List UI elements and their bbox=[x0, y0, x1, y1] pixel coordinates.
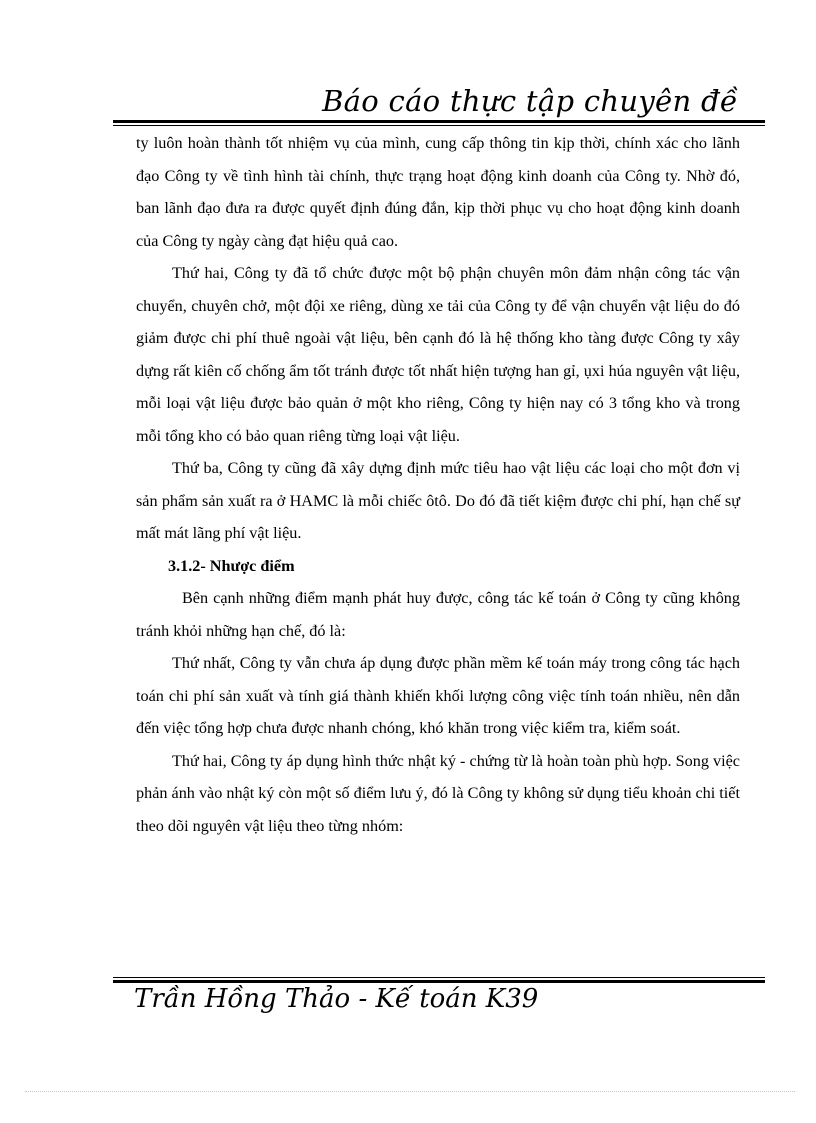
paragraph: Thứ hai, Công ty đã tổ chức được một bộ phận chuyên môn đảm nhận công tác vận chuyển, chuyên chở, một đội xe riêng, dùng xe tải của Công ty để vận chuyển vật liệu do đó giảm được chi phí thuê ngoài vật liệu, bên cạnh đó là hệ thống kho tàng được Công ty xây dựng rất kiên cố chống ẩm tốt tránh được tốt nhất hiện tượng han gỉ, ụxi húa nguyên vật liệu, mỗi loại vật liệu được bảo quản ở một kho riêng, Công ty hiện nay có 3 tổng kho và trong mỗi tổng kho có bảo quan riêng từng loại vật liệu. bbox=[136, 264, 740, 445]
header-rule-thick bbox=[113, 120, 765, 123]
paragraph: Thứ hai, Công ty áp dụng hình thức nhật ký - chứng từ là hoàn toàn phù hợp. Song việc phản ánh vào nhật ký còn một số điểm lưu ý, đó là Công ty không sử dụng tiểu khoản chi tiết theo dõi nguyên vật liệu theo từng nhóm: bbox=[136, 751, 740, 835]
header-rule-thin bbox=[113, 125, 765, 126]
body-text bbox=[136, 127, 740, 842]
footer-rule-thin bbox=[113, 977, 765, 978]
footer-author: Trần Hồng Thảo - Kế toán K39 bbox=[134, 984, 539, 1014]
header-title: Báo cáo thực tập chuyên đề bbox=[322, 84, 738, 118]
paragraph: Thứ ba, Công ty cũng đã xây dựng định mức tiêu hao vật liệu các loại cho một đơn vị sản phẩm sản xuất ra ở HAMC là mỗi chiếc ôtô. Do đó đã tiết kiệm được chi phí, hạn chế sự mất mát lãng phí vật liệu. bbox=[136, 459, 740, 542]
page-bottom-border bbox=[25, 1091, 795, 1092]
paragraph: Bên cạnh những điểm mạnh phát huy được, công tác kế toán ở Công ty cũng không tránh khỏi những hạn chế, đó là: bbox=[136, 589, 740, 640]
footer-rule-thick bbox=[113, 980, 765, 983]
section-heading: 3.1.2- Nhược điểm bbox=[168, 556, 295, 575]
paragraph: ty luôn hoàn thành tốt nhiệm vụ của mình, cung cấp thông tin kịp thời, chính xác cho lãnh đạo Công ty về tình hình tài chính, thực trạng hoạt động kinh doanh của Công ty. Nhờ đó, ban lãnh đạo đưa ra được quyết định đúng đắn, kịp thời phục vụ cho hoạt động kinh doanh của Công ty ngày càng đạt hiệu quả cao. bbox=[136, 134, 740, 250]
paragraph: Thứ nhất, Công ty vẫn chưa áp dụng được phần mềm kế toán máy trong công tác hạch toán chi phí sản xuất và tính giá thành khiến khối lượng công việc tính toán nhiều, nên dẫn đến việc tổng hợp chưa được nhanh chóng, khó khăn trong việc kiểm tra, kiểm soát. bbox=[136, 654, 740, 737]
